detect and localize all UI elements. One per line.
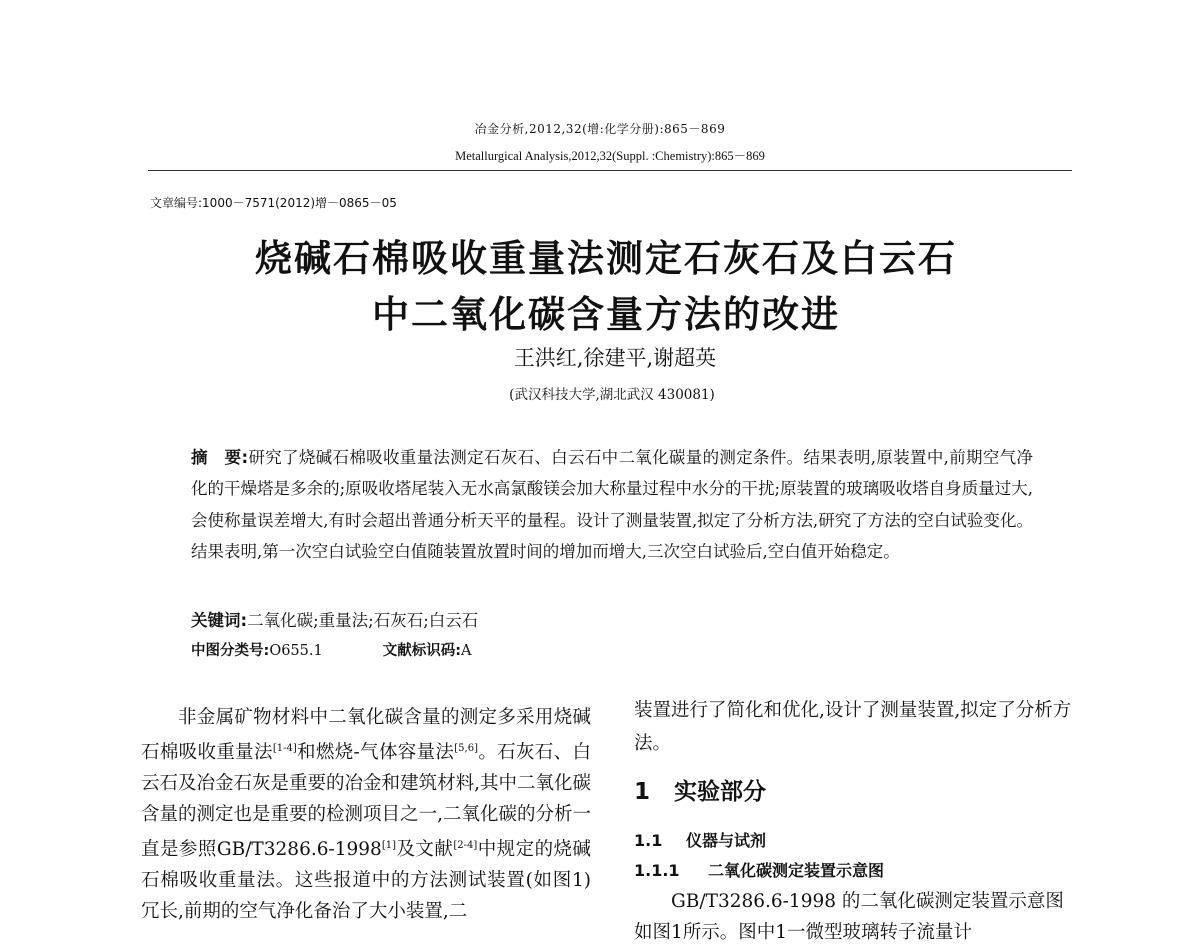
body-text: 及文献 — [396, 839, 454, 861]
paper-title-line-1: 烧碱石棉吸收重量法测定石灰石及白云石 — [255, 237, 957, 280]
body-text: 。石灰石、白云石及冶金石灰是重要的冶金和建筑材料,其中二氧化碳含量的测定也是重要的检测项目之一,二氧化碳的分析一直是参照GB/T3286.6-1998 — [141, 742, 591, 861]
section-title: 实验部分 — [674, 779, 766, 805]
doc-code-label: 文献标识码: — [382, 643, 462, 659]
body-right-intro — [634, 694, 1074, 760]
paper-title-line-2: 中二氧化碳含量方法的改进 — [372, 293, 840, 336]
clc-label: 中图分类号: — [191, 643, 270, 659]
subsection-title: 仪器与试剂 — [686, 831, 767, 850]
citation-ref: [5,6] — [454, 743, 478, 754]
citation-ref: [2-4] — [453, 840, 478, 852]
keywords-label: 关键词: — [191, 611, 248, 630]
body-left-column — [141, 702, 591, 927]
body-text: 和燃烧-气体容量法 — [296, 742, 455, 764]
section-number: 1 — [634, 779, 651, 805]
abstract-label: 摘 要: — [191, 448, 249, 467]
article-number: 文章编号:1000－7571(2012)增－0865－05 — [150, 196, 397, 210]
body-paragraph: 装置进行了简化和优化,设计了测量装置,拟定了分析方法。 — [634, 700, 1072, 754]
subsection-heading-1-1-1 — [634, 858, 884, 881]
header-rule — [148, 170, 1072, 171]
body-paragraph — [141, 702, 591, 927]
clc-value: O655.1 — [269, 643, 323, 659]
citation-ref: [1-4] — [272, 743, 297, 754]
classification — [191, 639, 472, 660]
section-heading-1 — [634, 773, 766, 806]
subsection-title: 二氧化碳测定装置示意图 — [708, 861, 885, 880]
citation-ref: [1] — [381, 840, 397, 852]
keywords-text: 二氧化碳;重量法;石灰石;白云石 — [247, 611, 479, 630]
affiliation: (武汉科技大学,湖北武汉 430081) — [509, 387, 715, 403]
body-paragraph-right: GB/T3286.6-1998 的二氧化碳测定装置示意图如图1所示。图中1一微型玻璃转子流量计 — [634, 891, 1064, 943]
keywords — [191, 607, 478, 631]
body-text: 非金属矿物材料中二氧化碳含量的测定多采用烧碱石棉吸收重量法 — [141, 707, 591, 764]
subsection-number: 1.1 — [634, 831, 663, 850]
doc-code-value: A — [461, 643, 472, 659]
abstract — [191, 442, 1033, 567]
abstract-text: 研究了烧碱石棉吸收重量法测定石灰石、白云石中二氧化碳量的测定条件。结果表明,原装置中,前期空气净化的干燥塔是多余的;原吸收塔尾装入无水高氯酸镁会加大称量过程中水分的干扰;原装置的玻璃吸收塔自身质量过大,会使称量误差增大,有时会超出普通分析天平的量程。设计了测量装置,拟定了分析方法,研究了方法的空白试验变化。结果表明,第一次空白试验空白值随装置放置时间的增加而增大,三次空白试验后,空白值开始稳定。 — [191, 448, 1033, 561]
journal-citation-en: Metallurgical Analysis,2012,32(Suppl. :Chemistry):865－869 — [455, 149, 765, 163]
body-text: 中规定的烧碱石棉吸收重量法。这些报道中的方法测试装置(如图1)冗长,前期的空气净化备治了大小装置,二 — [141, 839, 591, 923]
subsection-number: 1.1.1 — [634, 861, 680, 880]
author-list: 王洪红,徐建平,谢超英 — [513, 346, 717, 370]
journal-citation-cn: 冶金分析,2012,32(增:化学分册):865－869 — [474, 122, 726, 136]
subsection-heading-1-1 — [634, 828, 766, 851]
